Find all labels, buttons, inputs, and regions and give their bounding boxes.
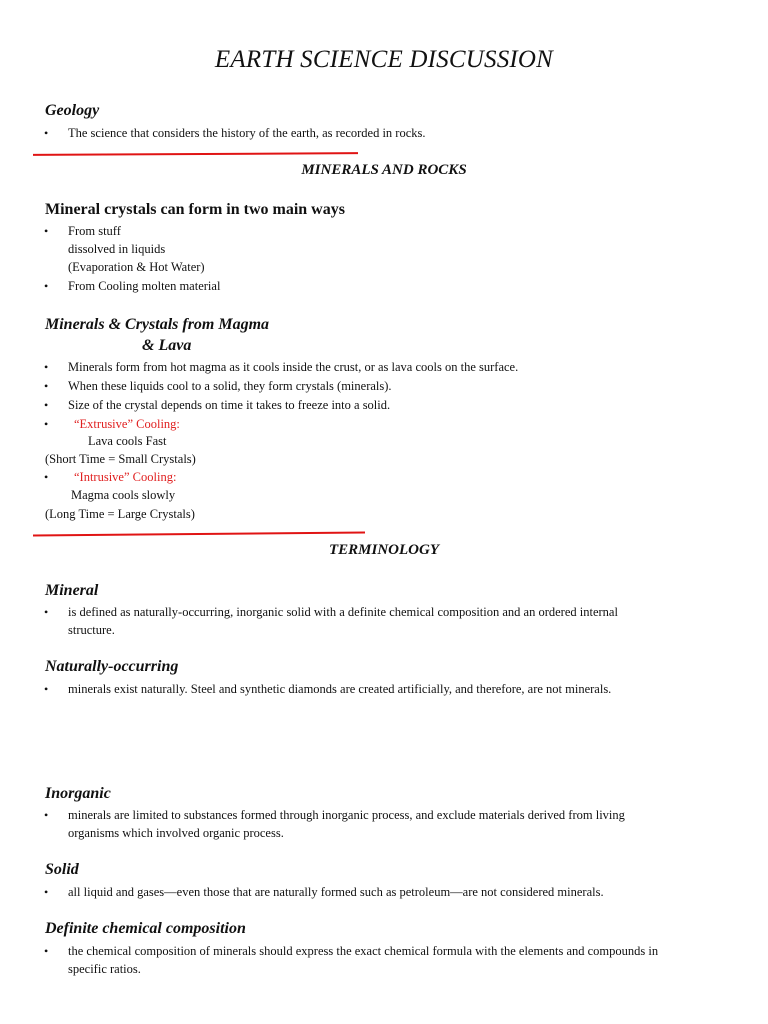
naturally-bullet <box>44 680 612 698</box>
mineral-line2: structure. <box>68 623 115 637</box>
magma-heading-line2: & Lava <box>142 337 192 354</box>
intrusive-label: “Intrusive” Cooling: <box>74 470 177 484</box>
bullet-icon: • <box>44 470 49 484</box>
chemical-bullet <box>44 942 659 960</box>
magma-bullet-2 <box>44 377 392 395</box>
mineral-heading: Mineral <box>45 582 99 599</box>
magma-bullet-1-text: Minerals form from hot magma as it cools inside the crust, or as lava cools on the surface. <box>68 360 519 374</box>
extrusive-note: (Short Time = Small Crystals) <box>45 452 196 466</box>
naturally-heading: Naturally-occurring <box>45 658 179 675</box>
bullet-icon: • <box>44 126 49 140</box>
bullet-icon: • <box>44 398 49 412</box>
chemical-line2: specific ratios. <box>68 962 141 976</box>
crystals-bullet-1-line3: (Evaporation & Hot Water) <box>68 260 205 274</box>
inorganic-line1: minerals are limited to substances formed through inorganic process, and exclude materials derived from living <box>68 808 625 822</box>
solid-heading: Solid <box>45 861 79 878</box>
bullet-icon: • <box>44 605 49 619</box>
red-divider <box>33 152 358 156</box>
chemical-heading: Definite chemical composition <box>45 920 246 937</box>
mineral-bullet <box>44 603 618 621</box>
bullet-icon: • <box>44 224 49 238</box>
magma-bullet-1 <box>44 358 519 376</box>
inorganic-line2: organisms which involved organic process. <box>68 826 284 840</box>
mineral-line1: is defined as naturally-occurring, inorganic solid with a definite chemical composition and an ordered internal <box>68 605 618 619</box>
extrusive-bullet <box>44 415 180 433</box>
bullet-icon: • <box>44 279 49 293</box>
bullet-icon: • <box>44 417 49 431</box>
magma-bullet-3 <box>44 396 391 414</box>
crystals-bullet-1 <box>44 222 121 240</box>
red-divider <box>33 532 365 537</box>
inorganic-heading: Inorganic <box>45 785 111 802</box>
terminology-heading: TERMINOLOGY <box>328 542 439 558</box>
magma-bullet-2-text: When these liquids cool to a solid, they form crystals (minerals). <box>68 379 392 393</box>
intrusive-desc: Magma cools slowly <box>71 488 176 502</box>
geology-heading: Geology <box>45 102 100 119</box>
intrusive-bullet <box>44 468 177 486</box>
extrusive-label: “Extrusive” Cooling: <box>74 417 180 431</box>
bullet-icon: • <box>44 360 49 374</box>
geology-bullet <box>44 124 426 142</box>
bullet-icon: • <box>44 944 49 958</box>
crystals-bullet-2 <box>44 277 221 295</box>
chemical-line1: the chemical composition of minerals should express the exact chemical formula with the elements and compounds in <box>68 944 659 958</box>
inorganic-bullet <box>44 806 625 824</box>
solid-bullet <box>44 883 604 901</box>
bullet-icon: • <box>44 379 49 393</box>
geology-bullet-text: The science that considers the history of the earth, as recorded in rocks. <box>68 126 426 140</box>
bullet-icon: • <box>44 808 49 822</box>
solid-line1: all liquid and gases—even those that are naturally formed such as petroleum—are not considered minerals. <box>68 885 604 899</box>
bullet-icon: • <box>44 885 49 899</box>
crystals-bullet-2-text: From Cooling molten material <box>68 279 221 293</box>
magma-bullet-3-text: Size of the crystal depends on time it takes to freeze into a solid. <box>68 398 391 412</box>
naturally-line1: minerals exist naturally. Steel and synthetic diamonds are created artificially, and therefore, are not minerals. <box>68 682 612 696</box>
bullet-icon: • <box>44 682 49 696</box>
minerals-rocks-heading: MINERALS AND ROCKS <box>301 162 467 178</box>
extrusive-desc: Lava cools Fast <box>88 434 167 448</box>
intrusive-note: (Long Time = Large Crystals) <box>45 507 195 521</box>
magma-heading-line1: Minerals & Crystals from Magma <box>45 316 270 333</box>
crystals-heading: Mineral crystals can form in two main ways <box>45 201 345 218</box>
crystals-bullet-1-line1: From stuff <box>68 224 121 238</box>
crystals-bullet-1-line2: dissolved in liquids <box>68 242 166 256</box>
page-title: EARTH SCIENCE DISCUSSION <box>214 46 554 73</box>
